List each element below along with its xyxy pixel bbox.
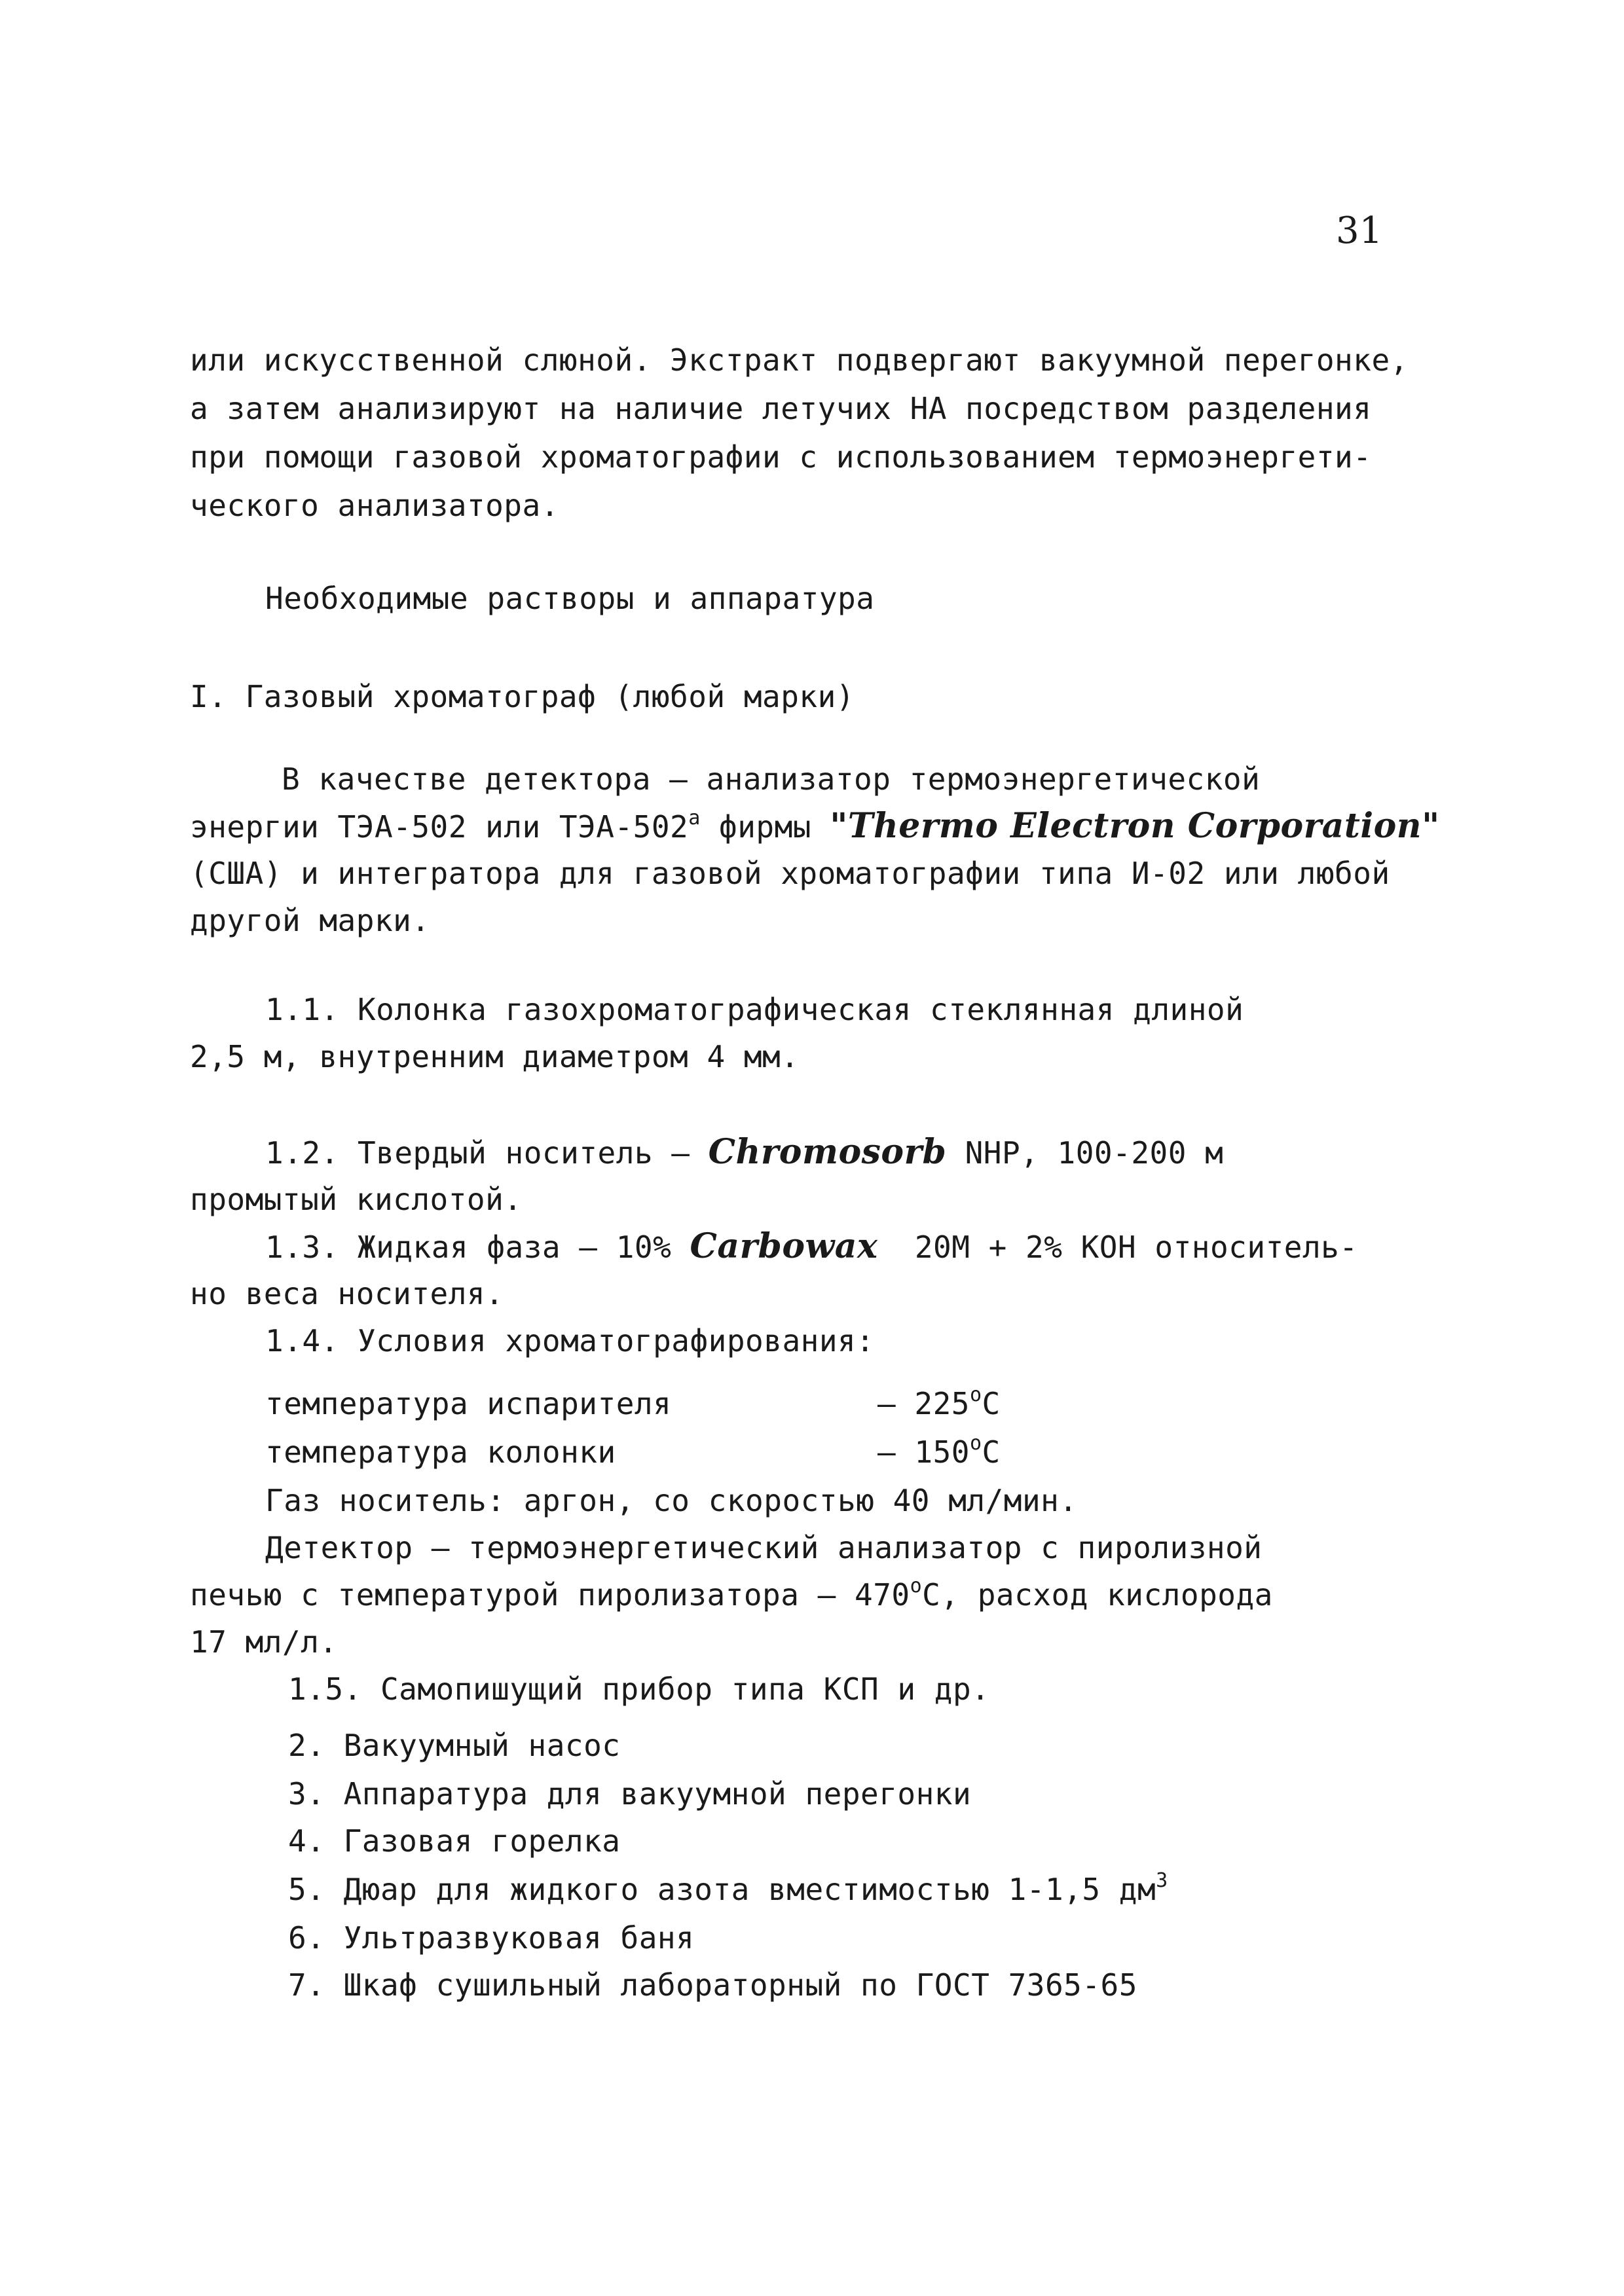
section-heading: Необходимые растворы и аппаратура	[265, 581, 875, 616]
detector-model: энергии ТЭА-502 или ТЭА-502	[190, 809, 689, 845]
column-temp-label: температура колонки	[265, 1434, 616, 1470]
item-1-2-line: 1.2. Твердый носитель – Chromosorb NHP, 100-200 м	[265, 1132, 1224, 1172]
item-1-body-line: В качестве детектора – анализатор термоэнергетической	[282, 761, 1261, 797]
chromosorb-brand: Chromosorb	[708, 1132, 947, 1172]
equipment-item: 4. Газовая горелка	[288, 1823, 621, 1859]
firm-label: фирмы	[700, 809, 830, 845]
carrier-gas-line: Газ носитель: аргон, со скоростью 40 мл/мин.	[265, 1483, 1078, 1518]
equipment-item: 6. Ультразвуковая баня	[288, 1920, 695, 1956]
item-1-1-line: 1.1. Колонка газохроматографическая стеклянная длиной	[265, 992, 1244, 1027]
detector-line: печью с температурой пиролизатора – 470$^o$C, расход кислорода	[190, 1575, 1273, 1613]
item-1-3-line: но веса носителя.	[190, 1276, 504, 1311]
page-number: 31	[1336, 210, 1383, 252]
company-name: "Thermo Electron Corporation"	[830, 806, 1440, 846]
item-1-2-line: промытый кислотой.	[190, 1182, 523, 1217]
intro-line: при помощи газовой хроматографии с использованием термоэнергети-	[190, 439, 1372, 475]
evaporator-temp-label: температура испарителя	[265, 1386, 672, 1421]
detector-line: Детектор – термоэнергетический анализатор с пиролизной	[265, 1530, 1263, 1565]
item-1-3-line: 1.3. Жидкая фаза – 10% Carbowax 20M + 2% KOH относитель-	[265, 1226, 1358, 1266]
evaporator-temp-value: – 225$^o$C	[877, 1383, 1001, 1421]
equipment-item: 2. Вакуумный насос	[288, 1728, 621, 1763]
equipment-item: 5. Дюар для жидкого азота вместимостью 1-1,5 $дм^3$	[288, 1869, 1168, 1907]
item-1-body-line: (США) и интегратора для газовой хроматографии типа И-02 или любой	[190, 856, 1390, 891]
item-1-title: I. Газовый хроматограф (любой марки)	[190, 679, 855, 714]
item-1-5: 1.5. Самопишущий прибор типа КСП и др.	[288, 1671, 990, 1707]
intro-line: а затем анализируют на наличие летучих НА посредством разделения	[190, 391, 1372, 426]
detector-line: 17 мл/л.	[190, 1624, 338, 1660]
equipment-item: 7. Шкаф сушильный лабораторный по ГОСТ 7365-65	[288, 1967, 1137, 2003]
item-1-4-title: 1.4. Условия хроматографирования:	[265, 1323, 875, 1358]
equipment-item: 3. Аппаратура для вакуумной перегонки	[288, 1776, 972, 1812]
item-1-body-line: другой марки.	[190, 903, 430, 938]
superscript-a: а	[688, 807, 701, 829]
carbowax-brand: Carbowax	[690, 1226, 878, 1266]
item-1-1-line: 2,5 м, внутренним диаметром 4 мм.	[190, 1039, 800, 1074]
intro-line: или искусственной слюной. Экстракт подвергают вакуумной перегонке,	[190, 342, 1409, 378]
item-1-body-line	[190, 807, 1440, 847]
intro-line: ческого анализатора.	[190, 488, 559, 523]
column-temp-value: – 150$^o$C	[877, 1432, 1001, 1470]
